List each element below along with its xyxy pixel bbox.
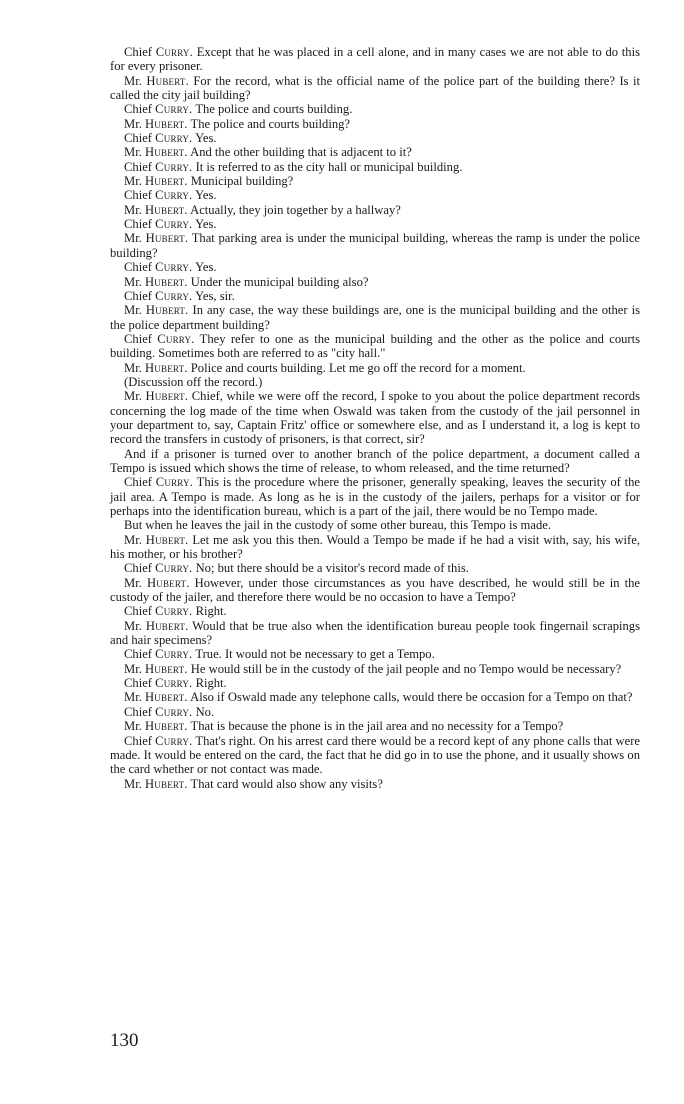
speaker-name: Hubert. bbox=[145, 661, 188, 676]
transcript-paragraph bbox=[110, 45, 640, 74]
paragraph-text: This is the procedure where the prisoner, generally speaking, leaves the security of the jail area. A Tempo is made. As long as he is in the custody of the jailers, perhaps for a visitor or for perhaps into the identification bureau, which is a part of the jail, there would be no Tempo made. bbox=[110, 475, 641, 518]
speaker-name: Curry. bbox=[155, 260, 193, 275]
paragraph-text: Chief, while we were off the record, I spoke to you about the police department records concerning the log made of the time when Oswald was taken from the custody of the jail personnel in your department to, say, Captain Fritz' office or somewhere else, and as I understand it, a log is kept to record the transfers in custody of prisoners, is that correct, sir? bbox=[110, 389, 640, 447]
speaker-title: Chief bbox=[124, 647, 152, 662]
paragraph-text: No; but there should be a visitor's record made of this. bbox=[195, 561, 469, 576]
paragraph-text: That card would also show any visits? bbox=[190, 776, 383, 791]
transcript-paragraph bbox=[110, 332, 640, 361]
paragraph-text: But when he leaves the jail in the custody of some other bureau, this Tempo is made. bbox=[124, 518, 551, 533]
speaker-title: Mr. bbox=[124, 690, 142, 705]
paragraph-text: The police and courts building. bbox=[195, 102, 353, 117]
speaker-title: Chief bbox=[124, 676, 152, 691]
speaker-title: Mr. bbox=[124, 303, 142, 318]
transcript-paragraph bbox=[110, 389, 640, 446]
paragraph-text: And if a prisoner is turned over to another branch of the police department, a document called a Tempo is issued which shows the time of release, to whom released, and the time returned? bbox=[110, 446, 640, 475]
paragraph-text: That parking area is under the municipal building, whereas the ramp is under the police building? bbox=[110, 231, 641, 260]
transcript-paragraph bbox=[110, 375, 640, 389]
transcript-paragraph bbox=[110, 260, 640, 274]
speaker-name: Curry. bbox=[155, 647, 193, 662]
speaker-name: Curry. bbox=[155, 131, 193, 146]
transcript-paragraph bbox=[110, 604, 640, 618]
transcript-paragraph bbox=[110, 174, 640, 188]
paragraph-text: No. bbox=[195, 704, 215, 719]
transcript-body bbox=[110, 45, 640, 791]
speaker-name: Curry. bbox=[155, 288, 193, 303]
paragraph-text: Municipal building? bbox=[190, 174, 294, 189]
transcript-paragraph bbox=[110, 289, 640, 303]
speaker-name: Hubert. bbox=[146, 73, 189, 88]
speaker-title: Chief bbox=[124, 159, 152, 174]
speaker-title: Mr. bbox=[124, 389, 142, 404]
transcript-paragraph bbox=[110, 160, 640, 174]
speaker-title: Mr. bbox=[124, 661, 142, 676]
transcript-paragraph bbox=[110, 647, 640, 661]
speaker-title: Mr. bbox=[124, 274, 142, 289]
transcript-paragraph bbox=[110, 361, 640, 375]
transcript-paragraph bbox=[110, 676, 640, 690]
paragraph-text: Yes. bbox=[195, 260, 217, 275]
paragraph-text: Except that he was placed in a cell alone, and in many cases we are not able to do this for every prisoner. bbox=[110, 45, 640, 74]
transcript-paragraph bbox=[110, 275, 640, 289]
speaker-name: Curry. bbox=[155, 188, 193, 203]
paragraph-text: Yes. bbox=[195, 131, 217, 146]
paragraph-text: The police and courts building? bbox=[190, 116, 351, 131]
paragraph-text: For the record, what is the official name of the police part of the building there? Is it called the city jail building? bbox=[110, 73, 640, 103]
speaker-title: Mr. bbox=[124, 776, 142, 791]
speaker-name: Curry. bbox=[155, 704, 193, 719]
transcript-paragraph bbox=[110, 203, 640, 217]
speaker-name: Curry. bbox=[155, 102, 193, 117]
paragraph-text: In any case, the way these buildings are, one is the municipal building and the other is the police department building? bbox=[110, 303, 640, 332]
transcript-paragraph bbox=[110, 705, 640, 719]
speaker-name: Hubert. bbox=[145, 532, 189, 547]
transcript-paragraph bbox=[110, 74, 640, 103]
transcript-paragraph bbox=[110, 518, 640, 532]
speaker-name: Hubert. bbox=[145, 360, 188, 375]
speaker-title: Chief bbox=[124, 733, 152, 748]
transcript-paragraph bbox=[110, 102, 640, 116]
speaker-title: Chief bbox=[124, 331, 152, 346]
speaker-name: Hubert. bbox=[145, 618, 189, 633]
speaker-name: Curry. bbox=[155, 45, 193, 59]
paragraph-text: However, under those circumstances as you have described, he would still be in the custody of the jailer, and therefore there would be no occasion to have a Tempo? bbox=[110, 575, 641, 605]
speaker-title: Chief bbox=[124, 45, 152, 59]
paragraph-text: It is referred to as the city hall or municipal building. bbox=[195, 159, 463, 174]
paragraph-text: Let me ask you this then. Would a Tempo be made if he had a visit with, say, his wife, his mother, or his brother? bbox=[110, 532, 640, 562]
speaker-name: Curry. bbox=[155, 475, 194, 490]
speaker-name: Curry. bbox=[155, 561, 193, 576]
speaker-title: Mr. bbox=[124, 618, 142, 633]
transcript-paragraph bbox=[110, 303, 640, 332]
speaker-name: Hubert. bbox=[145, 303, 189, 318]
transcript-paragraph bbox=[110, 447, 640, 476]
speaker-title: Mr. bbox=[124, 174, 142, 189]
paragraph-text: He would still be in the custody of the jail people and no Tempo would be necessary? bbox=[190, 661, 622, 676]
speaker-name: Hubert. bbox=[145, 274, 188, 289]
transcript-paragraph bbox=[110, 475, 640, 518]
paragraph-text: (Discussion off the record.) bbox=[124, 374, 263, 389]
speaker-name: Hubert. bbox=[145, 776, 188, 791]
transcript-paragraph bbox=[110, 145, 640, 159]
transcript-paragraph bbox=[110, 231, 640, 260]
transcript-paragraph bbox=[110, 734, 640, 777]
speaker-name: Hubert. bbox=[145, 231, 189, 246]
paragraph-text: That's right. On his arrest card there would be a record kept of any phone calls that were made. It would be entered on the card, the fact that he did go in to use the phone, and it usually shows on the card whether or not contact was made. bbox=[110, 733, 640, 777]
speaker-title: Mr. bbox=[124, 202, 142, 217]
speaker-name: Curry. bbox=[155, 604, 193, 619]
speaker-title: Chief bbox=[124, 102, 152, 117]
speaker-title: Mr. bbox=[124, 231, 142, 246]
speaker-title: Mr. bbox=[124, 360, 142, 375]
speaker-title: Chief bbox=[124, 131, 152, 146]
speaker-name: Hubert. bbox=[145, 202, 188, 217]
transcript-paragraph bbox=[110, 217, 640, 231]
paragraph-text: Yes. bbox=[195, 188, 217, 203]
transcript-paragraph bbox=[110, 619, 640, 648]
speaker-title: Mr. bbox=[124, 73, 142, 88]
speaker-title: Mr. bbox=[124, 719, 142, 734]
paragraph-text: Yes. bbox=[195, 217, 217, 232]
speaker-title: Chief bbox=[124, 260, 152, 275]
transcript-paragraph bbox=[110, 576, 640, 605]
speaker-title: Mr. bbox=[124, 145, 142, 160]
speaker-name: Hubert. bbox=[145, 690, 188, 705]
speaker-name: Hubert. bbox=[145, 116, 188, 131]
speaker-name: Hubert. bbox=[145, 389, 189, 404]
speaker-name: Hubert. bbox=[145, 719, 188, 734]
speaker-title: Chief bbox=[124, 475, 152, 490]
speaker-name: Curry. bbox=[157, 331, 195, 346]
speaker-title: Chief bbox=[124, 188, 152, 203]
paragraph-text: Actually, they join together by a hallway? bbox=[190, 202, 401, 217]
paragraph-text: They refer to one as the municipal building and the other as the police and courts building. Sometimes both are referred to as "city hall." bbox=[110, 331, 641, 361]
paragraph-text: Under the municipal building also? bbox=[190, 274, 369, 289]
transcript-paragraph bbox=[110, 188, 640, 202]
transcript-paragraph bbox=[110, 719, 640, 733]
paragraph-text: Would that be true also when the identification bureau people took fingernail scrapings and hair specimens? bbox=[110, 618, 640, 648]
speaker-title: Mr. bbox=[124, 116, 142, 131]
speaker-title: Chief bbox=[124, 561, 152, 576]
paragraph-text: Right. bbox=[195, 676, 227, 691]
speaker-title: Mr. bbox=[124, 575, 142, 590]
speaker-title: Mr. bbox=[124, 532, 142, 547]
transcript-paragraph bbox=[110, 690, 640, 704]
paragraph-text: Police and courts building. Let me go off the record for a moment. bbox=[190, 360, 526, 375]
speaker-name: Hubert. bbox=[145, 174, 188, 189]
paragraph-text: Yes, sir. bbox=[195, 288, 235, 303]
speaker-name: Hubert. bbox=[145, 145, 188, 160]
paragraph-text: True. It would not be necessary to get a Tempo. bbox=[195, 647, 435, 662]
transcript-paragraph bbox=[110, 117, 640, 131]
speaker-name: Curry. bbox=[155, 676, 193, 691]
speaker-title: Chief bbox=[124, 604, 152, 619]
speaker-title: Chief bbox=[124, 288, 152, 303]
speaker-name: Curry. bbox=[155, 159, 193, 174]
transcript-paragraph bbox=[110, 533, 640, 562]
transcript-paragraph bbox=[110, 662, 640, 676]
speaker-name: Curry. bbox=[155, 733, 193, 748]
speaker-title: Chief bbox=[124, 217, 152, 232]
transcript-paragraph bbox=[110, 561, 640, 575]
paragraph-text: Also if Oswald made any telephone calls, would there be occasion for a Tempo on that? bbox=[190, 690, 633, 705]
speaker-name: Hubert. bbox=[146, 575, 190, 590]
paragraph-text: Right. bbox=[195, 604, 227, 619]
transcript-paragraph bbox=[110, 131, 640, 145]
page-number: 130 bbox=[110, 1030, 139, 1051]
speaker-title: Chief bbox=[124, 704, 152, 719]
paragraph-text: And the other building that is adjacent to it? bbox=[190, 145, 412, 160]
paragraph-text: That is because the phone is in the jail area and no necessity for a Tempo? bbox=[190, 719, 564, 734]
transcript-paragraph bbox=[110, 777, 640, 791]
speaker-name: Curry. bbox=[155, 217, 193, 232]
